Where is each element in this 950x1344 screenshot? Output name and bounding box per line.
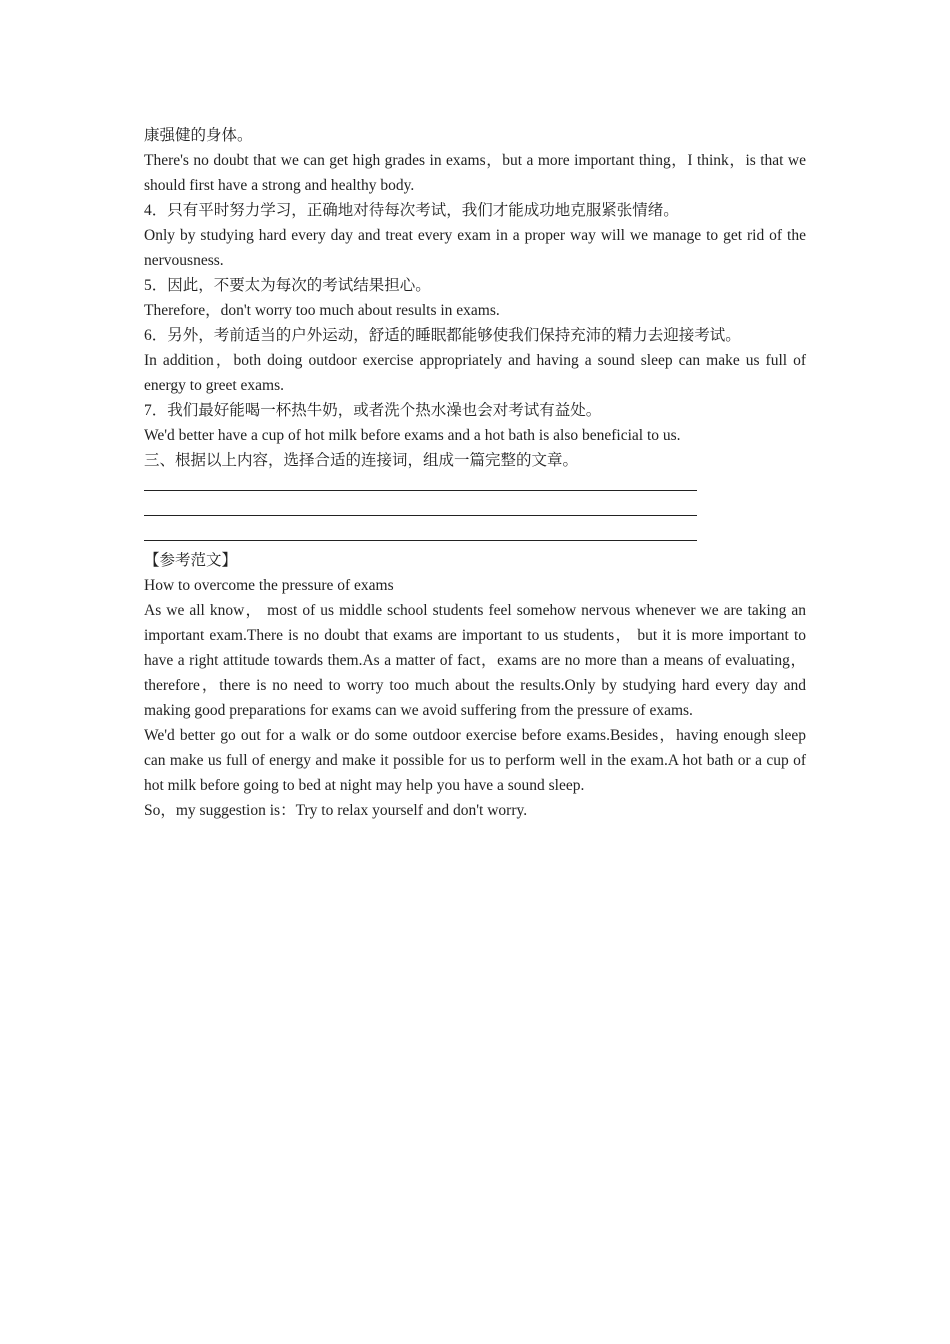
reference-essay-heading: 【参考范文】 <box>144 552 238 569</box>
sentence-4-chinese: 4．只有平时努力学习，正确地对待每次考试，我们才能成功地克服紧张情绪。 <box>144 202 679 219</box>
document-page <box>144 123 806 823</box>
underline-rule <box>144 540 697 541</box>
answer-blank-line <box>144 473 806 498</box>
translation-3-english: There's no doubt that we can get high grades in exams，but a more important thing，I think，is that we should first have a strong and healthy body. <box>144 152 806 194</box>
translation-7-english: We'd better have a cup of hot milk before exams and a hot bath is also beneficial to us. <box>144 427 681 444</box>
answer-blank-line <box>144 523 806 548</box>
essay-paragraph-1: As we all know， most of us middle school students feel somehow nervous whenever we are taking an important exam.There is no doubt that exams are important to us students， but it is more important to have a right attitude towards them.As a matter of fact，exams are no more than a means of evaluating，therefore，there is no need to worry too much about the results.Only by studying hard every day and making good preparations for exams can we avoid suffering from the pressure of exams. <box>144 602 806 719</box>
essay-conclusion: So，my suggestion is：Try to relax yourself and don't worry. <box>144 802 528 819</box>
underline-rule <box>144 490 697 491</box>
section-3-instruction: 三、根据以上内容，选择合适的连接词，组成一篇完整的文章。 <box>144 452 579 469</box>
answer-blank-line <box>144 498 806 523</box>
translation-5-english: Therefore，don't worry too much about results in exams. <box>144 302 500 319</box>
sentence-5-chinese: 5．因此，不要太为每次的考试结果担心。 <box>144 277 431 294</box>
essay-title: How to overcome the pressure of exams <box>144 577 394 594</box>
essay-paragraph-2: We'd better go out for a walk or do some outdoor exercise before exams.Besides，having enough sleep can make us full of energy and make it possible for us to perform well in the exam.A hot bath or a cup of hot milk before going to bed at night may help you have a sound sleep. <box>144 727 806 794</box>
text-line-continuation: 康强健的身体。 <box>144 127 253 144</box>
translation-6-english: In addition，both doing outdoor exercise appropriately and having a sound sleep can make us full of energy to greet exams. <box>144 352 806 394</box>
translation-4-english: Only by studying hard every day and treat every exam in a proper way will we manage to get rid of the nervousness. <box>144 227 806 269</box>
sentence-7-chinese: 7．我们最好能喝一杯热牛奶，或者洗个热水澡也会对考试有益处。 <box>144 402 602 419</box>
underline-rule <box>144 515 697 516</box>
sentence-6-chinese: 6．另外，考前适当的户外运动，舒适的睡眠都能够使我们保持充沛的精力去迎接考试。 <box>144 327 741 344</box>
